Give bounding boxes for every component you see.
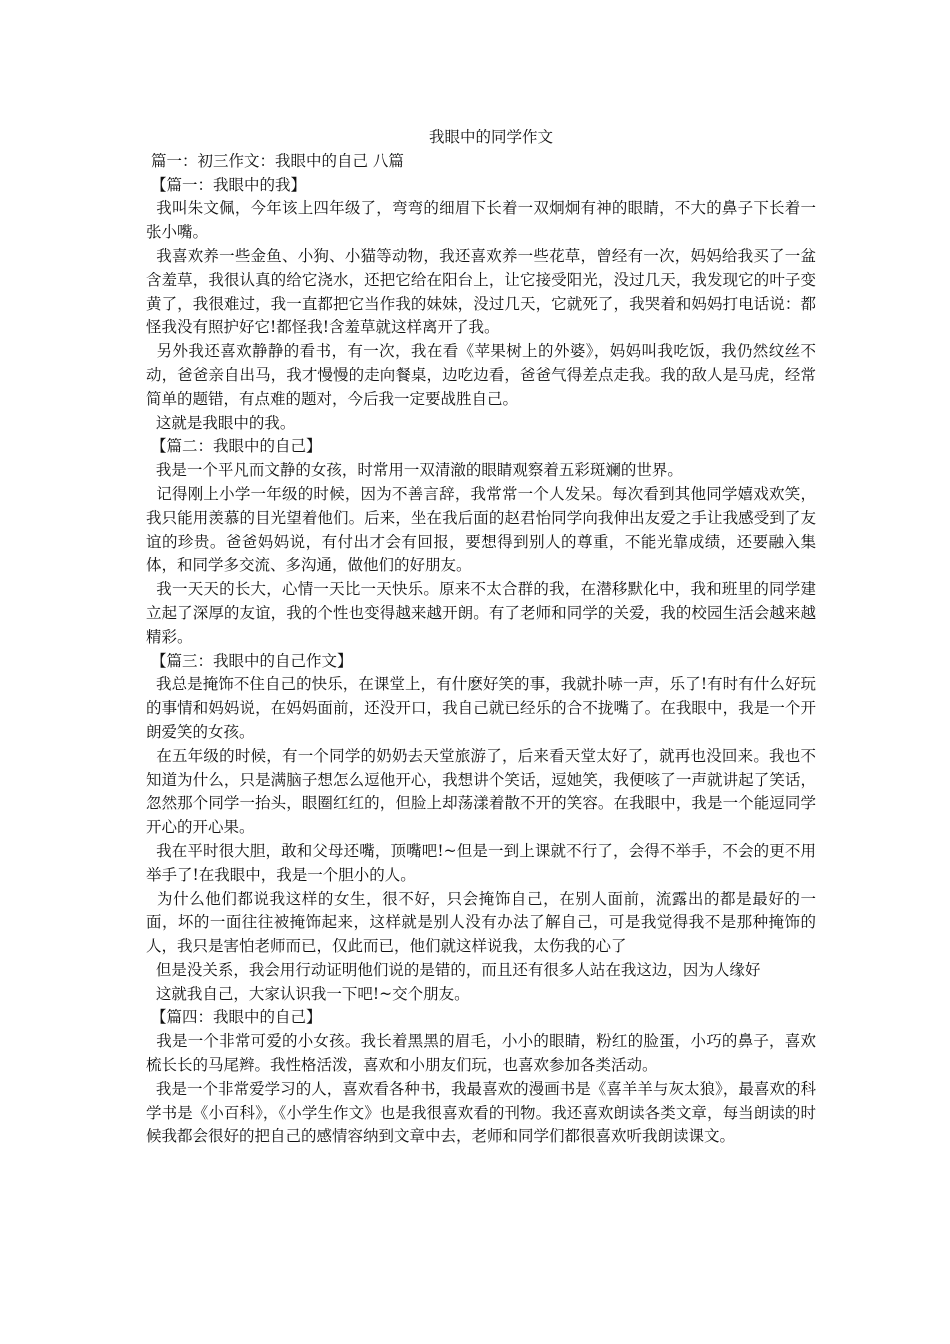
section-heading: 【篇一：我眼中的我】 (146, 175, 306, 194)
body-paragraph: 记得刚上小学一年级的时候，因为不善言辞，我常常一个人发呆。每次看到其他同学嬉戏欢笑，我只能用羡慕的目光望着他们。后来，坐在我后面的赵君怡同学向我伸出友爱之手让我感受到了友谊的珍贵。爸爸妈妈说，有付出才会有回报，要想得到别人的尊重，不能光靠成绩，还要融入集体，和同学多交流、多沟通，做他们的好朋友。 (146, 484, 816, 575)
body-paragraph: 为什么他们都说我这样的女生，很不好，只会掩饰自己，在别人面前，流露出的都是最好的一面，坏的一面往往被掩饰起来，这样就是别人没有办法了解自己，可是我觉得我不是那种掩饰的人，我只是害怕老师而已，仅此而已，他们就这样说我，太伤我的心了 (146, 889, 816, 956)
document-title: 我眼中的同学作文 (428, 128, 553, 146)
body-paragraph: 在五年级的时候，有一个同学的奶奶去天堂旅游了，后来看天堂太好了，就再也没回来。我也不知道为什么，只是满脑子想怎么逗他开心，我想讲个笑话，逗她笑，我便咳了一声就讲起了笑话，忽然那个同学一抬头，眼圈红红的，但脸上却荡漾着散不开的笑容。在我眼中，我是一个能逗同学开心的开心果。 (146, 746, 816, 837)
section-heading: 【篇二：我眼中的自己】 (146, 437, 322, 456)
body-paragraph: 我叫朱文佩，今年该上四年级了，弯弯的细眉下长着一双炯炯有神的眼睛，不大的鼻子下长着一张小嘴。 (146, 199, 816, 242)
body-paragraph: 我是一个平凡而文静的女孩，时常用一双清澈的眼睛观察着五彩斑斓的世界。 (146, 461, 683, 480)
body-paragraph: 我总是掩饰不住自己的快乐，在课堂上，有什麽好笑的事，我就扑哧一声，乐了!有时有什么好玩的事情和妈妈说，在妈妈面前，还没开口，我自己就已经乐的合不拢嘴了。在我眼中，我是一个开朗爱笑的女孩。 (146, 675, 817, 741)
section-heading: 【篇三：我眼中的自己作文】 (146, 651, 353, 670)
body-paragraph: 但是没关系，我会用行动证明他们说的是错的，而且还有很多人站在我这边，因为人缘好 (146, 960, 761, 979)
body-paragraph: 我在平时很大胆，敢和父母还嘴，顶嘴吧!~但是一到上课就不行了，会得不举手，不会的更不用举手了!在我眼中，我是一个胆小的人。 (146, 841, 816, 884)
body-paragraph: 这就是我眼中的我。 (146, 413, 296, 432)
body-paragraph: 另外我还喜欢静静的看书，有一次，我在看《苹果树上的外婆》，妈妈叫我吃饭，我仍然纹丝不动，爸爸亲自出马，我才慢慢的走向餐桌，边吃边看，爸爸气得差点走我。我的敌人是马虎，经常简单的题错，有点难的题对，今后我一定要战胜自己。 (146, 342, 816, 408)
document-content (146, 126, 816, 1149)
body-paragraph: 这就我自己，大家认识我一下吧!~交个朋友。 (146, 984, 470, 1003)
paragraph-list (146, 150, 816, 1149)
body-paragraph: 我是一个非常爱学习的人，喜欢看各种书，我最喜欢的漫画书是《喜羊羊与灰太狼》，最喜欢的科学书是《小百科》，《小学生作文》也是我很喜欢看的刊物。我还喜欢朗读各类文章，每当朗读的时候我都会很好的把自己的感情容纳到文章中去，老师和同学们都很喜欢听我朗读课文。 (146, 1079, 816, 1146)
body-paragraph: 我喜欢养一些金鱼、小狗、小猫等动物，我还喜欢养一些花草，曾经有一次，妈妈给我买了一盆含羞草，我很认真的给它浇水，还把它给在阳台上，让它接受阳光，没过几天，我发现它的叶子变黄了，我很难过，我一直都把它当作我的妹妹，没过几天，它就死了，我哭着和妈妈打电话说：都怪我没有照护好它!都怪我!含羞草就这样离开了我。 (146, 246, 816, 337)
section-heading: 【篇四：我眼中的自己】 (146, 1008, 322, 1027)
body-paragraph: 我是一个非常可爱的小女孩。我长着黑黑的眉毛，小小的眼睛，粉红的脸蛋，小巧的鼻子，喜欢梳长长的马尾辫。我性格活泼，喜欢和小朋友们玩，也喜欢参加各类活动。 (146, 1032, 816, 1075)
section-heading: 篇一：初三作文：我眼中的自己 八篇 (146, 151, 404, 170)
body-paragraph: 我一天天的长大，心情一天比一天快乐。原来不太合群的我，在潜移默化中，我和班里的同学建立起了深厚的友谊，我的个性也变得越来越开朗。有了老师和同学的关爱，我的校园生活会越来越精彩。 (146, 580, 816, 646)
